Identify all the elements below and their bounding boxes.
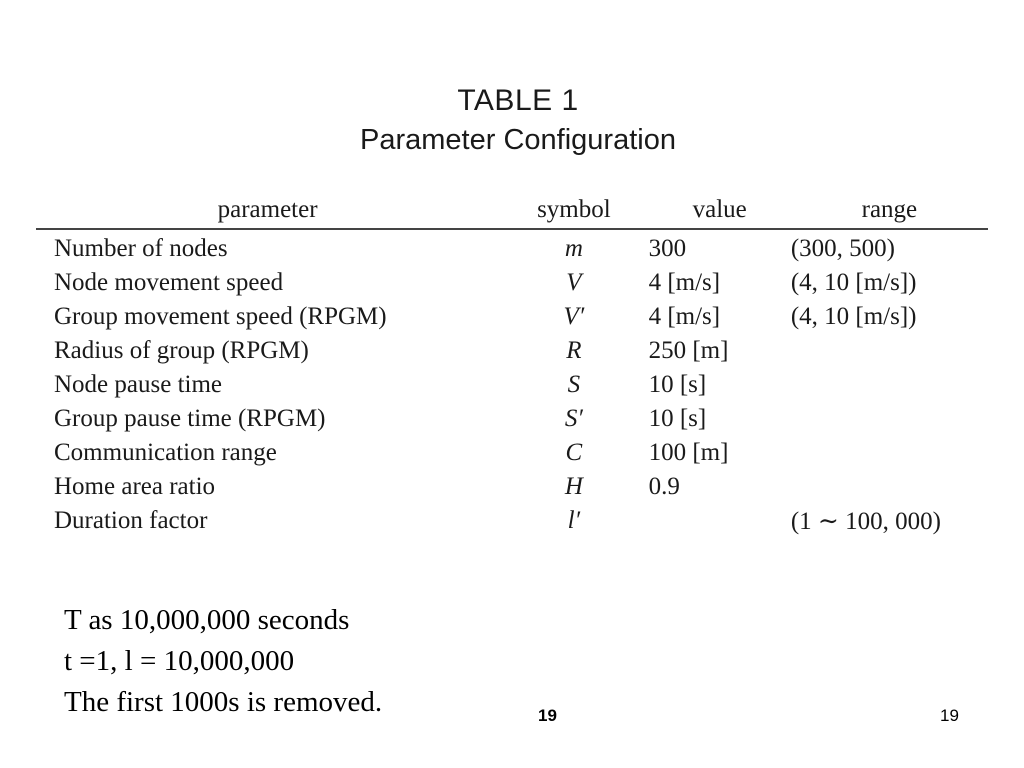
cell-value: 4 [m/s] [648, 269, 721, 296]
cell-symbol: m [564, 235, 583, 262]
cell-range: (300, 500) [790, 235, 895, 262]
table-row [36, 504, 988, 538]
table-number: TABLE 1 [457, 84, 579, 117]
cell-symbol: S [567, 371, 581, 398]
note-line-1: T as 10,000,000 seconds [64, 604, 350, 636]
slide-notes [64, 600, 382, 723]
cell-value [649, 504, 791, 538]
cell-symbol: H [564, 473, 583, 500]
cell-parameter: Node movement speed [54, 269, 284, 296]
cell-range [791, 402, 988, 436]
cell-value: 4 [m/s] [648, 303, 721, 330]
cell-value: 100 [m] [648, 439, 729, 466]
table-row [36, 470, 988, 504]
cell-range: (1 ∼ 100, 000) [790, 508, 941, 535]
table-row [36, 368, 988, 402]
header-symbol: symbol [499, 192, 648, 229]
table-row [36, 300, 988, 334]
slide-number-right: 19 [940, 706, 959, 725]
cell-value: 10 [s] [648, 371, 707, 398]
table-caption: Parameter Configuration [360, 124, 676, 156]
cell-symbol: l′ [567, 507, 581, 534]
cell-parameter: Number of nodes [54, 235, 228, 262]
header-value: value [649, 192, 791, 229]
cell-value: 10 [s] [648, 405, 707, 432]
cell-symbol: V [566, 269, 582, 296]
cell-range: (4, 10 [m/s]) [790, 303, 917, 330]
cell-parameter: Group pause time (RPGM) [54, 405, 326, 432]
cell-parameter: Node pause time [54, 371, 223, 398]
cell-symbol: S′ [564, 405, 583, 432]
cell-symbol: C [565, 439, 583, 466]
slide-number-center: 19 [538, 706, 557, 725]
note-line-2: t =1, l = 10,000,000 [64, 645, 295, 677]
cell-parameter: Communication range [54, 439, 277, 466]
cell-range [791, 470, 988, 504]
cell-value: 300 [648, 235, 687, 262]
cell-parameter: Duration factor [54, 507, 208, 534]
cell-symbol: R [566, 337, 582, 364]
cell-range [791, 436, 988, 470]
table-row [36, 229, 988, 266]
cell-value: 0.9 [648, 473, 680, 500]
table-row [36, 266, 988, 300]
table-row [36, 436, 988, 470]
header-parameter: parameter [36, 192, 499, 229]
cell-value: 250 [m] [648, 337, 729, 364]
header-range: range [791, 192, 988, 229]
note-line-3: The first 1000s is removed. [64, 686, 383, 718]
table-row [36, 402, 988, 436]
table-row [36, 334, 988, 368]
cell-parameter: Group movement speed (RPGM) [54, 303, 387, 330]
cell-symbol: V′ [563, 303, 585, 330]
cell-range [791, 368, 988, 402]
cell-range [791, 334, 988, 368]
cell-range: (4, 10 [m/s]) [790, 269, 917, 296]
parameter-table [36, 192, 988, 538]
cell-parameter: Home area ratio [54, 473, 216, 500]
table-header-row [36, 192, 988, 229]
cell-parameter: Radius of group (RPGM) [54, 337, 309, 364]
